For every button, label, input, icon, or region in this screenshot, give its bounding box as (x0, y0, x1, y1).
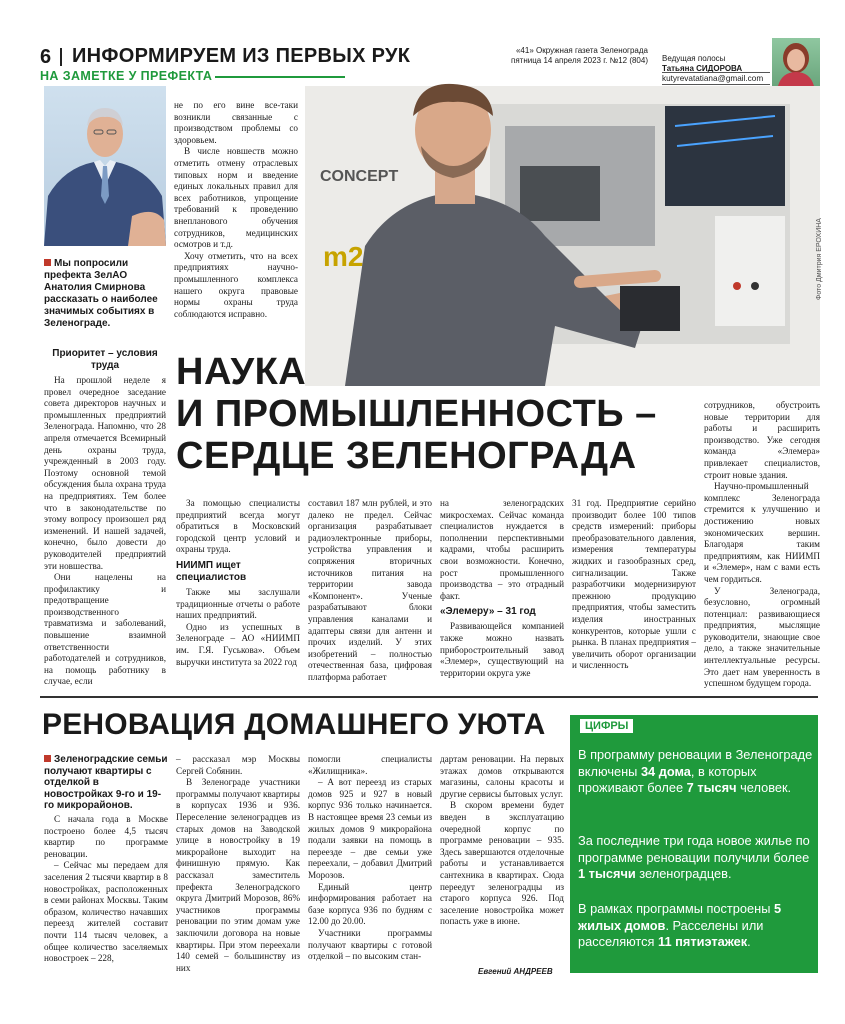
editor-info (662, 54, 772, 74)
editor-name: Татьяна СИДОРОВА (662, 64, 743, 73)
article-column-3 (176, 498, 300, 688)
paper-info (486, 46, 648, 66)
paragraph: дартам реновации. На первых этажах домов открываются магазины, салоны красоты и другие сервисы бытовых услуг. (440, 754, 564, 799)
editor-photo (772, 38, 820, 86)
paragraph: помогли специалисты «Жилищника». (308, 754, 432, 776)
headline-line-1: НАУКА (176, 351, 307, 393)
renovation-title: РЕНОВАЦИЯ ДОМАШНЕГО УЮТА (42, 708, 546, 741)
article-column-7 (704, 400, 820, 688)
subheading-niimp: НИИМП ищет специалистов (176, 559, 247, 583)
paragraph: Развивающейся компанией также можно назвать приборостроительный завод «Элемер», существующий на территории округа уже (440, 621, 564, 678)
renovation-column-1 (44, 814, 168, 980)
svg-text:m2: m2 (323, 241, 364, 272)
paragraph: – рассказал мэр Москвы Сергей Собянин. (176, 754, 300, 776)
paper-issue: пятница 14 апреля 2023 г. №12 (804) (510, 56, 648, 65)
paragraph: сотрудников, обустроить новые территории для работы и расширить производство. Уже сегодня команда «Элемера» привлекает специалистов, строит новые здания. (704, 400, 820, 480)
paragraph: Хочу отметить, что на всех предприятиях научно-промышленного комплекса нашего округа правовые нормы охраны труда соблюдаются исправно. (174, 250, 298, 319)
paragraph: 31 год. Предприятие серийно производит более 100 типов средств измерений: приборы преобразовательного давления, измерения температуры жидких и газообразных сред, сигнализации. Также разработчики модернизируют прежнюю продукцию предприятия, чтобы заместить изделия иностранных конкурентов, которые ушли с рынка. В планах предприятия – увеличить оборот организации и численность (572, 498, 696, 671)
article-column-5 (440, 498, 564, 688)
subsection-underline (215, 76, 345, 78)
renovation-column-3 (308, 754, 432, 980)
paragraph: В скором времени будет введен в эксплуатацию очередной корпус по программе реновации – 935. Здесь завершаются отделочные работы и устанавливается сантехника в квартирах. Сюда переедут зеленоградцы из старого корпуса 926. Под заселение новостройка может попасть уже в июне. (440, 800, 564, 927)
paragraph: Единый центр информирования работает на базе корпуса 936 по будням с 12.00 до 20.00. (308, 881, 432, 927)
header-divider (60, 48, 62, 66)
subheading-elemer: «Элемеру» – 31 год (440, 606, 536, 618)
article-column-6 (572, 498, 696, 688)
paragraph: С начала года в Москве построено более 4,5 тысяч квартир по программе реновации. (44, 814, 168, 859)
paragraph: Также мы заслушали традиционные отчеты о работе наших предприятий. (176, 586, 300, 621)
photo-credit: Фото Дмитрия ЕРОХИНА (816, 218, 823, 300)
paragraph: У Зеленограда, безусловно, огромный потенциал: развивающиеся предприятия, мыслящие руководители, знающие свое дело, а также значительные интеллектуальные ресурсы. Это дает нам уверенность в успешном будущем города. (704, 585, 820, 689)
paragraph: На прошлой неделе я провел очередное заседание совета директоров научных и промышленных предприятий Зеленограда. Напомню, что 28 апреля отмечается Всемирный день охраны труда, учрежденный в 2003 году. Поэтому основной темой обсуждения была охрана труда на предприятиях. Тем более что в законодательстве по этому вопросу произошел ряд изменений. И нашей задачей, конечно, было довести до руководителей предприятий эти новшества. (44, 375, 166, 571)
headline-line-2: И ПРОМЫШЛЕННОСТЬ – (176, 393, 657, 435)
paragraph: Участники программы получают квартиры с готовой отделкой – по высоким стан- (308, 927, 432, 962)
prefect-caption: Мы попросили префекта ЗелАО Анатолия Смирнова рассказать о наиболее значимых событиях в Зеленограде. (44, 258, 158, 329)
page-number: 6 (40, 46, 52, 68)
paragraph: не по его вине все-таки возникли связанные с производством проблемы со здоровьем. (174, 100, 298, 145)
paragraph: – Сейчас мы передаем для заселения 2 тысячи квартир в 8 новостройках, расположенных в семи районах Москвы. Таким образом, количество начавших переезд жителей составит почти 114 тысяч человек, а общее количество заселяемых новостроек – 228, (44, 860, 168, 964)
section-divider (40, 696, 818, 698)
paragraph: Научно-промышленный комплекс Зеленограда стремится к улучшению и достижению новых экономических вершин. Благодаря таким предприятиям, как НИИМП и «Элемер», нам с вами есть чем гордиться. (704, 481, 820, 584)
renovation-column-4 (440, 754, 564, 962)
prefect-photo (44, 86, 166, 246)
paragraph: Одно из успешных в Зеленограде – АО «НИИМП им. Г.Я. Гуськова». Объем выручки института за 2022 год (176, 621, 300, 667)
headline-line-3: СЕРДЦЕ ЗЕЛЕНОГРАДА (176, 435, 637, 477)
fact-3: В рамках программы построены 5 жилых домов. Расселены или расселяются 11 пятиэтажек. (578, 901, 782, 949)
paper-name: «41» Окружная газета Зеленограда (515, 46, 648, 55)
renovation-caption: Зеленоградские семьи получают квартиры с отделкой в новостройках 9-го и 19-го микрорайонов. (44, 754, 168, 811)
paragraph: За помощью специалисты предприятий всегда могут обратиться в Московский городской центр условий и охраны труда. (176, 498, 300, 555)
paragraph: В Зеленограде участники программы получают квартиры в корпусах 1936 и 936. Переселение зеленоградцев из старых домов на Заводской улице в новостройку в 19 микрорайоне выходит на финишную прямую. Как рассказал заместитель префекта Зеленоградского округа Дмитрий Морозов, 86% участников программы реновации по этим домам уже заключили договора на новые квартиры. При этом переехали 140 семей – большинству из них (176, 777, 300, 973)
main-photo (305, 86, 820, 386)
facts-tag: ЦИФРЫ (580, 719, 633, 733)
facts-box (570, 715, 818, 973)
machine-brand-text: CONCEPT (320, 168, 399, 185)
paragraph: – А вот переезд из старых домов 925 и 927 в новый корпус 936 только начинается. В настоящее время 23 семьи из жилых домов 9 микрорайона подали заявки на помощь в переезде – две семьи уже переехали, – добавил Дмитрий Морозов. (308, 777, 432, 880)
paragraph: В числе новшеств можно отметить отмену отраслевых типовых норм и введение единых локальных правил для всех работников, упрощение требований к проведению внепланового обучения сотрудников, медицинских осмотров и т.д. (174, 146, 298, 250)
caption-marker-icon (44, 259, 51, 266)
editor-role: Ведущая полосы (662, 54, 726, 63)
main-headline (176, 351, 657, 477)
fact-2: За последние три года новое жилье по программе реновации получили более 1 тысячи зеленоградцев. (578, 833, 810, 881)
caption-marker-icon (44, 755, 51, 762)
article-column-4 (308, 498, 432, 688)
author-name: Евгений АНДРЕЕВ (478, 967, 553, 976)
editor-email[interactable]: kutyrevatatiana@gmail.com (662, 72, 770, 85)
paragraph: Они нацелены на профилактику и предотвращение производственного травматизма и заболеваний, повышение взаимной ответственности работодателей и сотрудников, на помощь работнику в случае, если (44, 572, 166, 687)
subsection-title: НА ЗАМЕТКЕ У ПРЕФЕКТА (40, 69, 213, 83)
section-title: ИНФОРМИРУЕМ ИЗ ПЕРВЫХ РУК (72, 45, 411, 67)
fact-1: В программу реновации в Зеленограде включены 34 дома, в которых проживают более 7 тысяч человек. (578, 747, 813, 795)
subheading-priority: Приоритет – условия труда (52, 348, 158, 371)
article-column-2 (174, 100, 298, 340)
article-column-1 (44, 348, 166, 687)
renovation-column-2 (176, 754, 300, 980)
paragraph: составил 187 млн рублей, и это далеко не предел. Сейчас организация разрабатывает радиоэлектронные приборы, устройства управления и сопряжения вторичных источников питания на территории завода «Компонент». Ученые разрабатывают блоки управления каналами и адаптеры связи для антенн и прочих изделий. У этих изобретений – полностью отечественная база, цифровая платформа работает (308, 498, 432, 682)
paragraph: на зеленоградских микросхемах. Сейчас команда специалистов нуждается в пополнении перспективными кадрами, чтобы расширить свои возможности. Конечно, рост промышленного производства – это отрадный факт. (440, 498, 564, 601)
